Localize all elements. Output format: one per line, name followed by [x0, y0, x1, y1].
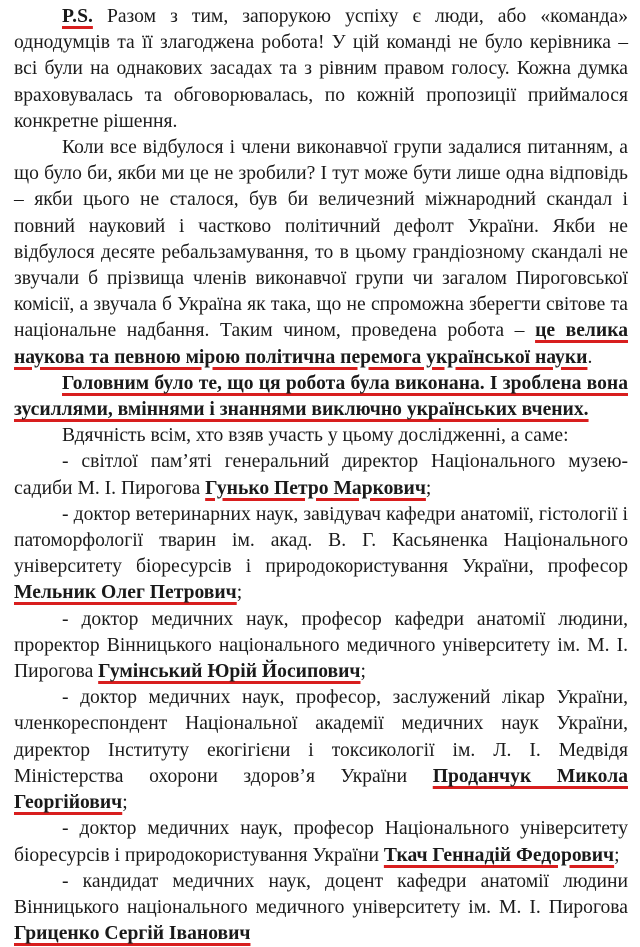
paragraph-main-point — [14, 371, 628, 423]
contributor-end: ; — [236, 582, 243, 604]
gratitude-text: Вдячність всім, хто взяв участь у цьому дослідженні, а саме: — [62, 425, 569, 447]
paragraph-outcome — [14, 135, 628, 371]
ps-text: Разом з тим, запорукою успіху є люди, або «команда» однодумців та її злагоджена робота! У цій команді не було керівника – всі були на однакових засадах та з рівним правом голосу. Кожна думка враховувалась та обговорювалась, по кожній пропозиції приймалося конкретне рішення. — [14, 6, 628, 132]
contributor-name: Проданчук Микола Георгійович — [14, 765, 628, 814]
contributor-end: ; — [122, 792, 128, 814]
contributor-name: Гунько Петро Маркович — [205, 477, 426, 499]
contributor-name: Гумінський Юрій Йосипович — [98, 661, 361, 683]
contributor-end: ; — [614, 844, 620, 866]
contributor-desc: - доктор медичних наук, професор кафедри анатомії людини, проректор Вінницького національного медичного університету ім. М. І. Пирогова — [14, 608, 628, 683]
contributor-desc: - доктор медичних наук, професор Національного університету біоресурсів і природокористування України — [14, 818, 628, 866]
paragraph-ps — [14, 4, 628, 135]
contributor-name: Ткач Геннадій Федорович — [383, 844, 615, 866]
contributor-end: ; — [425, 477, 432, 499]
paragraph-gratitude — [14, 423, 628, 449]
contributor-desc: - доктор медичних наук, професор, заслужений лікар України, членкореспондент Національної академії медичних наук України, директор Інституту екогігієни і токсикології ім. Л. І. Медвідя Міністерства охорони здоров’я України — [14, 687, 628, 787]
contributor-desc: - доктор ветеринарних наук, завідувач кафедри анатомії, гістології і патоморфології тварин ім. акад. В. Г. Касьяненка Національного університету біоресурсів і природокористування України, професор — [14, 503, 628, 578]
contributor-item — [14, 449, 628, 501]
main-point-text: Головним було те, що ця робота була виконана. І зроблена вона зусиллями, вміннями і знаннями виключно українських вчених. — [14, 372, 628, 421]
contributor-desc: - кандидат медичних наук, доцент кафедри анатомії людини Вінницького національного медичного університету ім. М. І. Пирогова — [14, 870, 628, 918]
outcome-emphasis: це велика наукова та певною мірою політична перемога української науки — [14, 320, 628, 368]
contributor-end: ; — [360, 661, 366, 683]
outcome-text: Коли все відбулося і члени виконавчої групи задалися питанням, а що було би, якби ми це не зробили? І тут може бути лише одна відповідь – якби цього не сталося, був би величезний міжнародний скандал і повний науковий і частково політичний дефолт України. Якби не відбулося десяте ребальзамування, то в цьому грандіозному скандалі не звучали б прізвища членів виконавчої групи чи загалом Пироговської комісії, а звучала б Україна як така, що не спроможна зберегти світове та національне надбання. Таким чином, проведена робота – — [14, 137, 628, 342]
contributor-name: Гриценко Сергій Іванович — [14, 923, 251, 945]
contributor-item — [14, 869, 628, 947]
contributor-item — [14, 502, 628, 607]
contributor-item — [14, 685, 628, 816]
contributor-name: Мельник Олег Петрович — [14, 582, 237, 604]
contributor-item — [14, 607, 628, 686]
document-page — [14, 4, 628, 947]
contributor-item — [14, 816, 628, 868]
outcome-end: . — [587, 346, 593, 368]
ps-label: P.S. — [62, 6, 93, 27]
contributor-desc: - світлої пам’яті генеральний директор Національного музею-садиби М. І. Пирогова — [14, 451, 628, 499]
